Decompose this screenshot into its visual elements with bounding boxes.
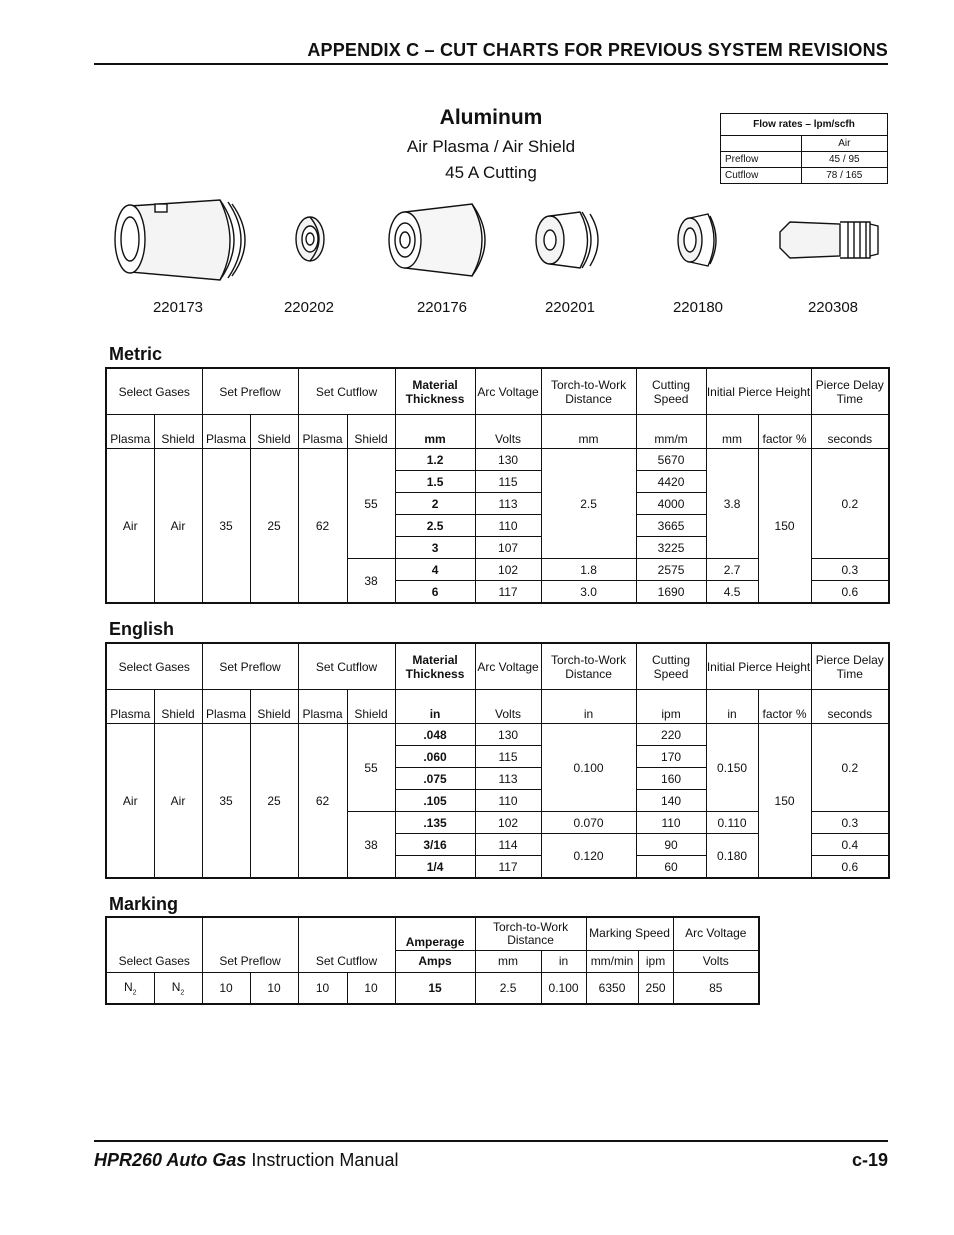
unit-height: in <box>706 690 758 724</box>
english-cut-chart <box>105 642 890 879</box>
speed-mm-min: 6350 <box>586 973 638 1005</box>
unit-volts: Volts <box>475 415 541 449</box>
voltage-cell: 115 <box>475 471 541 493</box>
voltage-cell: 102 <box>475 812 541 834</box>
delay-cell: 0.2 <box>811 449 889 559</box>
flow-rates-table <box>720 113 888 184</box>
thickness-cell: .105 <box>395 790 475 812</box>
delay-cell: 0.2 <box>811 724 889 812</box>
part-number: 220202 <box>283 299 335 316</box>
height-cell: 4.5 <box>706 581 758 604</box>
english-heading: English <box>109 619 175 639</box>
speed-cell: 60 <box>636 856 706 879</box>
speed-cell: 3665 <box>636 515 706 537</box>
cutting-speed-header: Cutting Speed <box>636 643 706 690</box>
speed-cell: 2575 <box>636 559 706 581</box>
thickness-cell: .135 <box>395 812 475 834</box>
distance-cell: 0.070 <box>541 812 636 834</box>
unit-shield: Shield <box>347 415 395 449</box>
unit-plasma: Plasma <box>298 690 347 724</box>
speed-cell: 3225 <box>636 537 706 559</box>
unit-plasma: Plasma <box>106 415 154 449</box>
gas-shield: Air <box>154 449 202 604</box>
unit-mm: mm <box>475 950 541 972</box>
part-number: 220180 <box>672 299 724 316</box>
unit-plasma: Plasma <box>298 415 347 449</box>
cutflow-value: 78 / 165 <box>801 168 887 184</box>
process-subtitle: Air Plasma / Air Shield <box>406 137 576 156</box>
speed-cell: 220 <box>636 724 706 746</box>
gas-plasma: $N_2$ <box>106 973 154 1005</box>
select-gases-header: Select Gases <box>106 917 202 973</box>
arc-voltage-header: Arc Voltage <box>475 643 541 690</box>
distance-cell: 0.120 <box>541 834 636 879</box>
part-number: 220176 <box>416 299 468 316</box>
preflow-shield: 10 <box>250 973 298 1005</box>
delay-cell: 0.3 <box>811 559 889 581</box>
page-number: c-19 <box>851 1150 888 1170</box>
unit-factor: factor % <box>758 690 811 724</box>
height-cell: 0.180 <box>706 834 758 879</box>
height-cell: 0.150 <box>706 724 758 812</box>
header-rule <box>94 63 888 65</box>
preflow-label: Preflow <box>721 152 802 168</box>
thickness-cell: 1/4 <box>395 856 475 879</box>
speed-cell: 140 <box>636 790 706 812</box>
unit-speed: ipm <box>636 690 706 724</box>
voltage-cell: 117 <box>475 581 541 604</box>
gas-plasma: Air <box>106 724 154 879</box>
footer-brand: HPR260 Auto Gas <box>94 1150 247 1170</box>
voltage-cell: 113 <box>475 768 541 790</box>
marking-heading: Marking <box>109 894 179 914</box>
height-cell: 3.8 <box>706 449 758 559</box>
unit-shield: Shield <box>154 415 202 449</box>
thickness-cell: 3 <box>395 537 475 559</box>
thickness-cell: .075 <box>395 768 475 790</box>
voltage-cell: 113 <box>475 493 541 515</box>
unit-speed: mm/m <box>636 415 706 449</box>
thickness-cell: 6 <box>395 581 475 604</box>
retaining-cap-drawing <box>389 204 485 276</box>
distance-mm: 2.5 <box>475 973 541 1005</box>
speed-cell: 90 <box>636 834 706 856</box>
factor-cell: 150 <box>758 724 811 879</box>
amperage-subtitle: 45 A Cutting <box>445 163 537 182</box>
footer-rule <box>94 1140 888 1142</box>
height-cell: 0.110 <box>706 812 758 834</box>
initial-pierce-header: Initial Pierce Height <box>706 643 811 690</box>
metric-heading: Metric <box>109 344 163 364</box>
speed-ipm: 250 <box>638 973 673 1005</box>
delay-cell: 0.4 <box>811 834 889 856</box>
flow-rates-title: Flow rates – lpm/scfh <box>721 114 888 136</box>
metric-cut-chart <box>105 367 890 604</box>
thickness-cell: 1.2 <box>395 449 475 471</box>
amperage-value: 15 <box>395 973 475 1005</box>
arc-voltage-value: 85 <box>673 973 759 1005</box>
unit-seconds: seconds <box>811 690 889 724</box>
delay-cell: 0.3 <box>811 812 889 834</box>
delay-cell: 0.6 <box>811 856 889 879</box>
voltage-cell: 110 <box>475 515 541 537</box>
thickness-cell: 4 <box>395 559 475 581</box>
torch-to-work-header: Torch-to-Work Distance <box>541 643 636 690</box>
set-cutflow-header: Set Cutflow <box>298 368 395 415</box>
nozzle-drawing-2 <box>678 214 716 266</box>
unit-shield: Shield <box>347 690 395 724</box>
preflow-shield: 25 <box>250 724 298 879</box>
distance-cell: 3.0 <box>541 581 636 604</box>
unit-factor: factor % <box>758 415 811 449</box>
unit-thickness: mm <box>395 415 475 449</box>
part-number: 220201 <box>544 299 596 316</box>
voltage-cell: 115 <box>475 746 541 768</box>
arc-voltage-header: Arc Voltage <box>475 368 541 415</box>
cutting-speed-header: Cutting Speed <box>636 368 706 415</box>
gas-plasma: Air <box>106 449 154 604</box>
flow-col-header: Air <box>801 136 887 152</box>
factor-cell: 150 <box>758 449 811 604</box>
distance-cell: 0.100 <box>541 724 636 812</box>
unit-shield: Shield <box>250 690 298 724</box>
voltage-cell: 102 <box>475 559 541 581</box>
unit-thickness: in <box>395 690 475 724</box>
unit-volts: Volts <box>475 690 541 724</box>
speed-cell: 110 <box>636 812 706 834</box>
delay-cell: 0.6 <box>811 581 889 604</box>
voltage-cell: 114 <box>475 834 541 856</box>
unit-volts: Volts <box>673 950 759 972</box>
speed-cell: 4000 <box>636 493 706 515</box>
unit-plasma: Plasma <box>202 415 250 449</box>
select-gases-header: Select Gases <box>106 368 202 415</box>
speed-cell: 4420 <box>636 471 706 493</box>
speed-cell: 1690 <box>636 581 706 604</box>
pierce-delay-header: Pierce Delay Time <box>811 643 889 690</box>
speed-cell: 5670 <box>636 449 706 471</box>
cutflow-plasma: 62 <box>298 449 347 604</box>
footer-title <box>94 1150 398 1171</box>
select-gases-header: Select Gases <box>106 643 202 690</box>
voltage-cell: 107 <box>475 537 541 559</box>
unit-mm-min: mm/min <box>586 950 638 972</box>
set-cutflow-header: Set Cutflow <box>298 643 395 690</box>
distance-cell: 2.5 <box>541 449 636 559</box>
unit-plasma: Plasma <box>202 690 250 724</box>
material-thickness-header: Material Thickness <box>395 643 475 690</box>
unit-amps: Amps <box>395 950 475 972</box>
set-preflow-header: Set Preflow <box>202 368 298 415</box>
thickness-cell: 2.5 <box>395 515 475 537</box>
consumables-illustration <box>100 192 890 288</box>
cutflow-shield: 10 <box>347 973 395 1005</box>
set-preflow-header: Set Preflow <box>202 917 298 973</box>
preflow-plasma: 35 <box>202 724 250 879</box>
speed-cell: 170 <box>636 746 706 768</box>
torch-to-work-header: Torch-to-Work Distance <box>541 368 636 415</box>
cutflow-shield: 55 <box>347 449 395 559</box>
cutflow-shield: 55 <box>347 724 395 812</box>
footer-manual: Instruction Manual <box>246 1150 399 1170</box>
swirl-ring-drawing <box>296 217 324 261</box>
preflow-shield: 25 <box>250 449 298 604</box>
unit-ipm: ipm <box>638 950 673 972</box>
torch-to-work-header: Torch-to-Work Distance <box>475 917 586 950</box>
thickness-cell: 2 <box>395 493 475 515</box>
preflow-value: 45 / 95 <box>801 152 887 168</box>
amperage-header: Amperage <box>395 917 475 950</box>
marking-speed-header: Marking Speed <box>586 917 673 950</box>
section-header: APPENDIX C – CUT CHARTS FOR PREVIOUS SYSTEM REVISIONS <box>307 40 888 60</box>
cutflow-plasma: 10 <box>298 973 347 1005</box>
cutflow-plasma: 62 <box>298 724 347 879</box>
height-cell: 2.7 <box>706 559 758 581</box>
unit-plasma: Plasma <box>106 690 154 724</box>
material-thickness-header: Material Thickness <box>395 368 475 415</box>
gas-shield: $N_2$ <box>154 973 202 1005</box>
initial-pierce-header: Initial Pierce Height <box>706 368 811 415</box>
cutflow-label: Cutflow <box>721 168 802 184</box>
unit-shield: Shield <box>154 690 202 724</box>
unit-shield: Shield <box>250 415 298 449</box>
set-cutflow-header: Set Cutflow <box>298 917 395 973</box>
thickness-cell: .048 <box>395 724 475 746</box>
voltage-cell: 117 <box>475 856 541 879</box>
set-preflow-header: Set Preflow <box>202 643 298 690</box>
shield-cap-drawing <box>115 200 245 280</box>
thickness-cell: .060 <box>395 746 475 768</box>
thickness-cell: 3/16 <box>395 834 475 856</box>
part-number: 220173 <box>152 299 204 316</box>
distance-cell: 1.8 <box>541 559 636 581</box>
arc-voltage-header: Arc Voltage <box>673 917 759 950</box>
unit-height: mm <box>706 415 758 449</box>
unit-distance: in <box>541 690 636 724</box>
unit-in: in <box>541 950 586 972</box>
voltage-cell: 130 <box>475 449 541 471</box>
speed-cell: 160 <box>636 768 706 790</box>
cutflow-shield: 38 <box>347 812 395 879</box>
voltage-cell: 110 <box>475 790 541 812</box>
thickness-cell: 1.5 <box>395 471 475 493</box>
preflow-plasma: 35 <box>202 449 250 604</box>
pierce-delay-header: Pierce Delay Time <box>811 368 889 415</box>
voltage-cell: 130 <box>475 724 541 746</box>
gas-shield: Air <box>154 724 202 879</box>
electrode-drawing <box>780 222 878 258</box>
unit-distance: mm <box>541 415 636 449</box>
part-number: 220308 <box>807 299 859 316</box>
distance-in: 0.100 <box>541 973 586 1005</box>
preflow-plasma: 10 <box>202 973 250 1005</box>
page-title: Aluminum <box>439 106 543 129</box>
cutflow-shield: 38 <box>347 559 395 604</box>
nozzle-drawing <box>536 212 598 268</box>
marking-chart <box>105 916 760 1005</box>
unit-seconds: seconds <box>811 415 889 449</box>
